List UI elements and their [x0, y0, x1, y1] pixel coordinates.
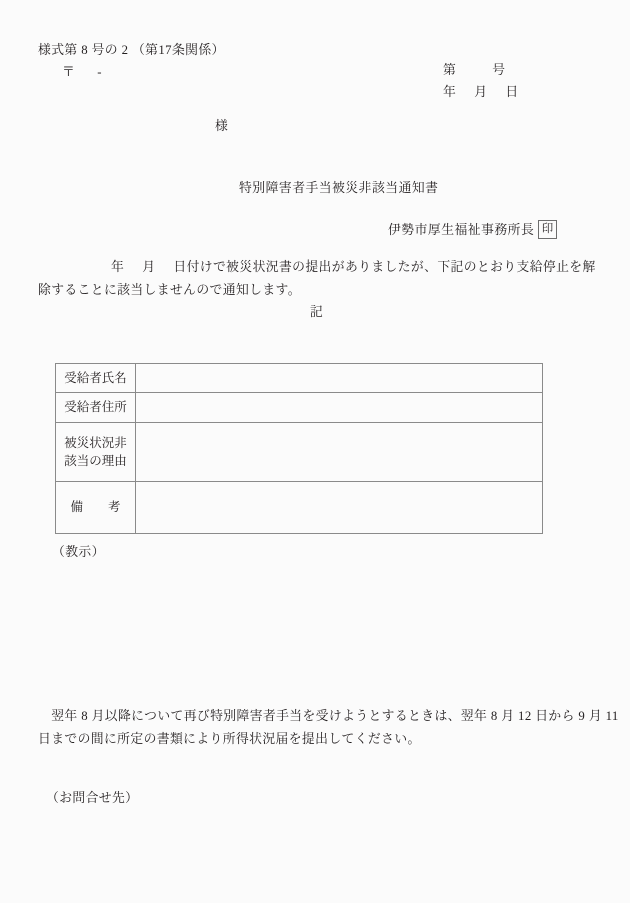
table-row	[56, 482, 543, 534]
row-label-remarks	[56, 482, 136, 534]
row-value-recipient-name[interactable]	[136, 364, 543, 393]
issuer-name: 伊勢市厚生福祉事務所長	[388, 223, 535, 237]
notice-text-line-2: 日までの間に所定の書類により所得状況届を提出してください。	[38, 732, 421, 746]
contact-section-label: （お問合せ先）	[46, 791, 139, 805]
seal-stamp-box: 印	[538, 220, 557, 239]
row-label-recipient-address	[56, 393, 136, 423]
table-row	[56, 423, 543, 482]
document-title: 特別障害者手当被災非該当通知書	[239, 181, 439, 195]
row-value-recipient-address[interactable]	[136, 393, 543, 423]
label-line: 受給者氏名	[64, 370, 127, 385]
addressee-honorific: 様	[215, 119, 229, 133]
postal-code-field[interactable]: 〒 -	[62, 65, 102, 79]
body-text-line-2: 除することに該当しませんので通知します。	[38, 283, 301, 297]
recipient-detail-table	[55, 363, 543, 534]
document-date-field[interactable]: 年 月 日	[443, 85, 519, 99]
ki-heading-mark: 記	[310, 305, 324, 319]
row-label-recipient-name	[56, 364, 136, 393]
body-text-line-1: 年 月 日付けで被災状況書の提出がありましたが、下記のとおり支給停止を解	[111, 260, 596, 274]
notice-text-line-1: 翌年 8 月以降について再び特別障害者手当を受けようとするときは、翌年 8 月 12 日から 9 月 11	[38, 709, 619, 723]
row-value-remarks[interactable]	[136, 482, 543, 534]
label-line: 受給者住所	[64, 400, 127, 415]
table-row	[56, 364, 543, 393]
label-line: 備 考	[70, 500, 121, 515]
row-label-non-applicable-reason	[56, 423, 136, 482]
row-value-non-applicable-reason[interactable]	[136, 423, 543, 482]
instruction-section-label: （教示）	[52, 545, 105, 559]
label-line: 被災状況非	[64, 435, 127, 450]
label-line: 該当の理由	[64, 454, 127, 468]
table-row	[56, 393, 543, 423]
document-number-field[interactable]: 第 号	[443, 63, 506, 77]
form-code: 様式第 8 号の 2 （第17条関係）	[38, 43, 225, 57]
